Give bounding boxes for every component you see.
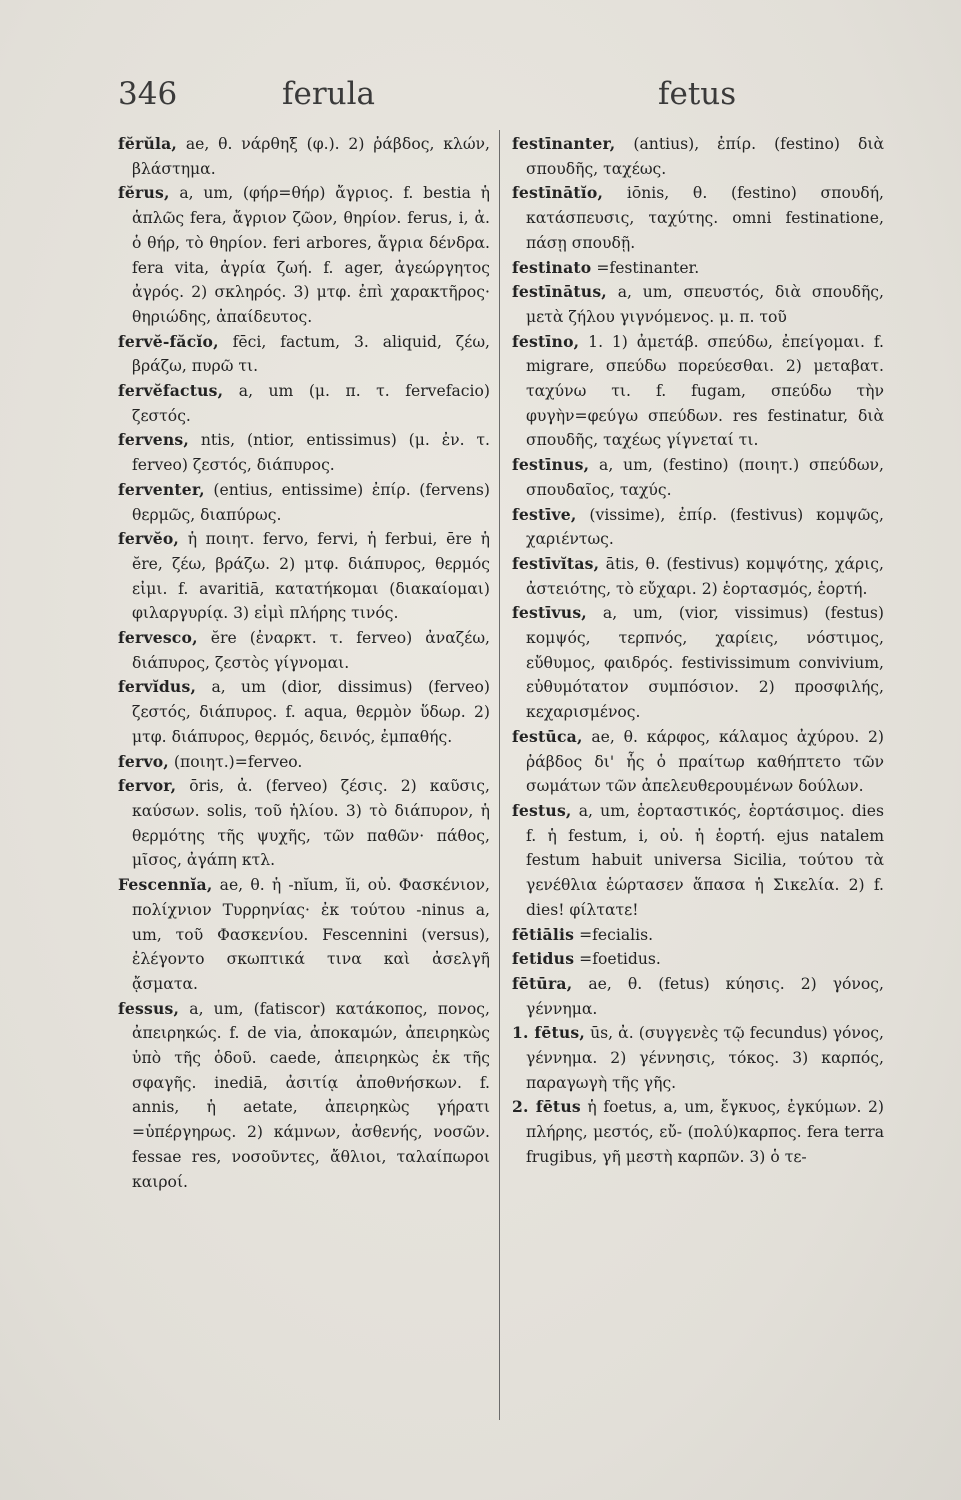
dictionary-entry bbox=[512, 181, 884, 255]
dictionary-entry bbox=[512, 552, 884, 601]
dictionary-entry bbox=[118, 626, 490, 675]
entry-headword: festus, bbox=[512, 800, 572, 820]
entry-definition: ae, θ. ἡ -nĭum, ĭi, οὐ. Φασκένιον, πολίχνιον Τυρρηνίας· ἐκ τούτου -ninus a, um, τοῦ Φασκενίου. Fescennini (versus), ἐλέγοντο σκωπτικά τινα καὶ ἀσελγῆ ᾄσματα. bbox=[132, 876, 490, 993]
entry-definition: (antius), ἐπίρ. (festino) διὰ σπουδῆς, ταχέως. bbox=[526, 135, 884, 178]
dictionary-entry bbox=[512, 330, 884, 454]
dictionary-entry bbox=[512, 1021, 884, 1095]
dictionary-entry bbox=[118, 428, 490, 477]
dictionary-entry bbox=[118, 750, 490, 775]
dictionary-entry bbox=[512, 601, 884, 725]
entry-definition: ae, θ. (fetus) κύησις. 2) γόνος, γέννημα. bbox=[526, 974, 884, 1018]
entry-headword: Fescennĭa, bbox=[118, 875, 213, 895]
entry-headword: festīvus, bbox=[512, 603, 587, 623]
entry-headword: fervens, bbox=[118, 430, 189, 450]
entry-definition: a, um (μ. π. τ. fervefacio) ζεστός. bbox=[132, 382, 490, 425]
entry-definition: ĕre (ἐναρκτ. τ. ferveo) ἀναζέω, διάπυρος, ζεστὸς γίγνομαι. bbox=[132, 629, 490, 672]
entry-definition: =fecialis. bbox=[579, 925, 654, 944]
dictionary-entry bbox=[512, 1095, 884, 1169]
entry-definition: ae, θ. κάρφος, κάλαμος ἀχύρου. 2) ῥάβδος δι' ἧς ὁ πραίτωρ καθήπτετο τῶν σωμάτων τῶν ἀπελευθερουμένων δούλων. bbox=[526, 727, 884, 796]
dictionary-entry bbox=[118, 527, 490, 626]
dictionary-entry bbox=[512, 725, 884, 799]
entry-definition: ōris, ἀ. (ferveo) ζέσις. 2) καῦσις, καύσων. solis, τοῦ ἡλίου. 3) τὸ διάπυρον, ἡ θερμότης τῆς ψυχῆς, τῶν παθῶν· πάθος, μῖσος, ἀγάπη κτλ. bbox=[132, 777, 490, 870]
entry-headword: festinato bbox=[512, 257, 592, 277]
entry-headword: festīnanter, bbox=[512, 134, 616, 153]
entry-definition: a, um, (φήρ=θήρ) ἄγριος. f. bestia ἡ ἁπλῶς fera, ἄγριον ζῶον, θηρίον. ferus, i, ἀ. ὁ θήρ, τὸ θηρίον. feri arbores, ἄγρια δένδρα. fera vita, ἀγρία ζωή. f. ager, ἀγεώργητος ἀγρός. 2) σκληρός. 3) μτφ. ἐπὶ χαρακτῆρος· θηριώδης, ἀπαίδευτος. bbox=[132, 184, 490, 326]
entry-headword: fetidus bbox=[512, 949, 575, 969]
entry-definition: ūs, ἀ. (συγγενὲς τῷ fecundus) γόνος, γέννημα. 2) γέννησις, τόκος. 3) καρπός, παραγωγὴ τῆς γῆς. bbox=[526, 1024, 884, 1092]
entry-definition: (ποιητ.)=ferveo. bbox=[173, 752, 303, 771]
entry-headword: fervo, bbox=[118, 751, 169, 771]
entry-definition: a, um, (vior, vissimus) (festus) κομψός, τερπνός, χαρίεις, νόστιμος, εὔθυμος, φαιδρός. festivissimum convivium, εὐθυμότατον συμπόσιον. 2) προσφιλής, κεχαρισμένος. bbox=[526, 604, 884, 722]
entry-headword: festūca, bbox=[512, 726, 583, 746]
entry-definition: fēci, factum, 3. aliquid, ζέω, βράζω, πυρῶ τι. bbox=[132, 332, 490, 376]
entry-definition: =foetidus. bbox=[579, 950, 661, 969]
entry-definition: =festinanter. bbox=[596, 258, 700, 277]
right-column bbox=[512, 132, 884, 1170]
left-guide-word: ferula bbox=[282, 76, 375, 112]
left-column bbox=[118, 132, 490, 1194]
dictionary-entry bbox=[118, 675, 490, 749]
entry-headword: festīno, bbox=[512, 331, 580, 351]
entry-definition: ἡ foetus, a, um, ἔγκυος, ἐγκύμων. 2) πλήρης, μεστός, εὔ- (πολύ)καρπος. fera terra frugibus, γῆ μεστὴ καρπῶν. 3) ὁ τε- bbox=[526, 1098, 884, 1166]
right-guide-word: fetus bbox=[658, 76, 737, 112]
entry-headword: fervĕo, bbox=[118, 529, 180, 549]
entry-definition: a, um, ἑορταστικός, ἑορτάσιμος. dies f. ἡ festum, i, οὐ. ἡ ἑορτή. ejus natalem festum habuit universa Sicilia, τούτου τὰ γενέθλια ἑώρτασεν ἅπασα ἡ Σικελία. 2) f. dies! φίλτατε! bbox=[526, 801, 884, 919]
dictionary-entry bbox=[512, 256, 884, 281]
entry-headword: fervor, bbox=[118, 776, 177, 796]
entry-definition: a, um, (festino) (ποιητ.) σπεύδων, σπουδαῖος, ταχύς. bbox=[526, 456, 884, 499]
entry-headword: fervesco, bbox=[118, 628, 198, 648]
entry-headword: festīnātus, bbox=[512, 282, 607, 302]
entry-definition: a, um (dior, dissimus) (ferveo) ζεστός, διάπυρος. f. aqua, θερμὸν ὕδωρ. 2) μτφ. διάπυρος, θερμός, δεινός, ἐμπαθής. bbox=[132, 678, 490, 746]
dictionary-entry bbox=[118, 873, 490, 997]
entry-headword: fervĭdus, bbox=[118, 677, 197, 697]
dictionary-entry bbox=[118, 997, 490, 1195]
dictionary-entry bbox=[118, 330, 490, 379]
entry-headword: fētiālis bbox=[512, 924, 575, 944]
entry-definition: a, um, σπευστός, διὰ σπουδῆς, μετὰ ζήλου γιγνόμενος. μ. π. τοῦ bbox=[526, 283, 884, 326]
entry-headword: fĕrŭla, bbox=[118, 134, 178, 153]
entry-headword: 2. fētus bbox=[512, 1097, 581, 1117]
entry-headword: fētūra, bbox=[512, 973, 573, 993]
dictionary-entry bbox=[512, 132, 884, 181]
entry-definition: ἡ ποιητ. fervo, fervi, ἡ ferbui, ēre ἡ ĕre, ζέω, βράζω. 2) μτφ. διάπυρος, θερμός εἰμι. f. avaritiā, κατατήκομαι (διακαίομαι) φιλαργυρίᾳ. 3) εἰμὶ πλήρης τινός. bbox=[132, 530, 490, 623]
entry-headword: festīnātĭo, bbox=[512, 183, 604, 203]
dictionary-entry bbox=[512, 503, 884, 552]
dictionary-entry bbox=[512, 799, 884, 923]
entry-headword: fessus, bbox=[118, 998, 180, 1018]
entry-definition: a, um, (fatiscor) κατάκοπος, πονος, ἀπειρηκώς. f. de via, ἀποκαμών, ἀπειρηκὼς ὑπὸ τῆς ὁδοῦ. caede, ἀπειρηκὼς ἐκ τῆς σφαγῆς. inediā, ἀσιτίᾳ ἀποθνήσκων. f. annis, ἡ aetate, ἀπειρηκὼς γήρατι =ὑπέργηρως. 2) κάμνων, ἀσθενής, νοσῶν. fessae res, νοσοῦντες, ἄθλιοι, ταλαίπωροι καιροί. bbox=[132, 999, 490, 1191]
entry-headword: festīvĭtas, bbox=[512, 553, 600, 573]
dictionary-entry bbox=[512, 453, 884, 502]
dictionary-entry bbox=[118, 132, 490, 181]
entry-definition: ae, θ. νάρθηξ (φ.). 2) ῥάβδος, κλών, βλάστημα. bbox=[132, 135, 490, 178]
entry-headword: festīve, bbox=[512, 504, 577, 524]
dictionary-entry bbox=[118, 379, 490, 428]
entry-definition: iōnis, θ. (festino) σπουδή, κατάσπευσις, ταχύτης. omni festinatione, πάσῃ σπουδῇ. bbox=[526, 184, 884, 252]
entry-headword: festīnus, bbox=[512, 455, 590, 475]
entry-definition: 1. 1) ἀμετάβ. σπεύδω, ἐπείγομαι. f. migrare, σπεύδω πορεύεσθαι. 2) μεταβατ. ταχύνω τι. f. fugam, σπεύδω τὴν φυγὴν=φεύγω σπεύδων. res festinatur, διὰ σπουδῆς, ταχέως γίγνεταί τι. bbox=[526, 332, 884, 450]
entry-definition: (vissime), ἐπίρ. (festivus) κομψῶς, χαριέντως. bbox=[526, 505, 884, 549]
entry-definition: ntis, (ntior, entissimus) (μ. ἐν. τ. ferveo) ζεστός, διάπυρος. bbox=[132, 431, 490, 475]
entry-definition: (entius, entissime) ἐπίρ. (fervens) θερμῶς, διαπύρως. bbox=[132, 480, 490, 524]
entry-definition: ātis, θ. (festivus) κομψότης, χάρις, ἀστειότης, τὸ εὔχαρι. 2) ἑορτασμός, ἑορτή. bbox=[526, 554, 884, 598]
dictionary-entry bbox=[512, 947, 884, 972]
dictionary-entry bbox=[118, 774, 490, 873]
page-header bbox=[0, 76, 961, 122]
entry-headword: ferventer, bbox=[118, 479, 205, 499]
entry-headword: 1. fētus, bbox=[512, 1023, 586, 1043]
dictionary-entry bbox=[512, 280, 884, 329]
column-divider bbox=[499, 130, 500, 1420]
entry-headword: fĕrus, bbox=[118, 183, 170, 203]
dictionary-entry bbox=[512, 923, 884, 948]
entry-headword: fervĕfactus, bbox=[118, 381, 224, 401]
dictionary-entry bbox=[118, 478, 490, 527]
page-number: 346 bbox=[118, 76, 178, 112]
dictionary-entry bbox=[512, 972, 884, 1021]
entry-headword: fervĕ-făcĭo, bbox=[118, 331, 219, 351]
dictionary-entry bbox=[118, 181, 490, 329]
